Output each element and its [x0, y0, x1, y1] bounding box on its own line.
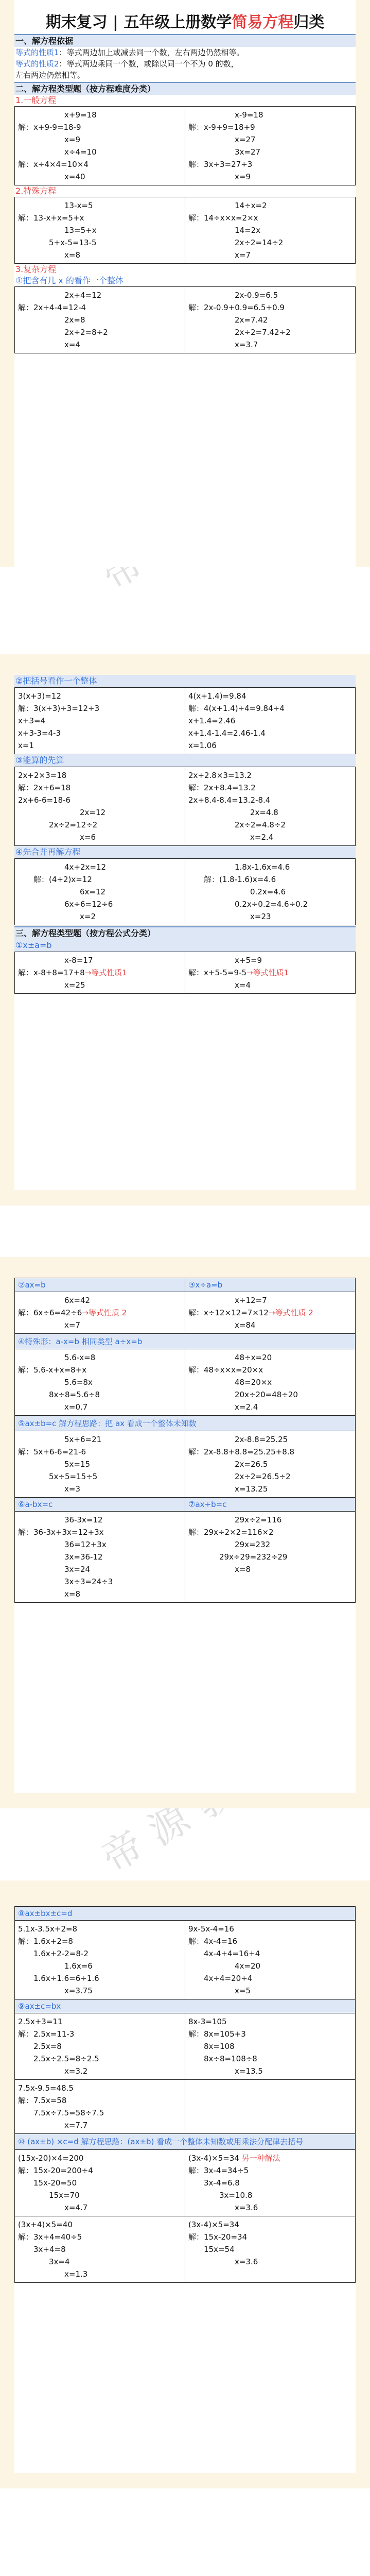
equation-cell — [15, 287, 185, 353]
equation-cell — [185, 688, 356, 754]
equation-line: x+5=9 — [235, 956, 262, 965]
heading-cell: ⑨ax±c=bx — [15, 1999, 356, 2013]
equation-line: x=3.6 — [235, 2257, 258, 2266]
equation-cell — [185, 1292, 356, 1334]
equation-line: x=4.7 — [64, 2203, 88, 2212]
equation-table — [14, 1906, 356, 2283]
equation-line: 5+x-5=13-5 — [49, 238, 97, 247]
equation-line: 2.5x+3=11 — [18, 2017, 63, 2026]
equation-line: 3x=36-12 — [64, 1552, 103, 1562]
equation-line: 2x=26.5 — [235, 1460, 268, 1469]
equation-line: x+9=18 — [64, 110, 97, 120]
equation-line: 36-3x=12 — [64, 1515, 103, 1524]
equation-line: 0.2x÷0.2=4.6÷0.2 — [235, 900, 308, 909]
equation-line: 6x÷6=12÷6 — [64, 900, 113, 909]
section-header: 一、解方程依据 — [14, 34, 356, 47]
equation-line: 解：2x+8.4=13.2 — [188, 783, 256, 792]
title-part1: 期末复习 | 五年级上册数学 — [45, 13, 232, 31]
sheet-3 — [14, 1278, 356, 1793]
equation-line: 2x+2.8×3=13.2 — [188, 771, 252, 780]
equation-line: x=13.25 — [235, 1484, 268, 1494]
equation-line: 解：3x-4=34÷5 — [188, 2166, 249, 2175]
equation-cell — [15, 1512, 185, 1603]
equation-line: 48÷x=20 — [235, 1353, 272, 1362]
equation-line: 2x=8 — [64, 315, 85, 325]
equation-line: 解：8x=105+3 — [188, 2029, 246, 2039]
equation-line: x=8 — [64, 250, 80, 260]
equation-line: x=6 — [80, 833, 96, 842]
equation-line: 2x+8.4-8.4=13.2-8.4 — [188, 795, 271, 805]
equation-line: 8x÷8=108÷8 — [204, 2054, 257, 2063]
equation-cell — [185, 2080, 356, 2134]
equation-line: 解：36-3x+3x=12+3x — [18, 1528, 104, 1537]
note: 另一种解法 — [241, 2154, 280, 2163]
equation-line: 13-x=5 — [64, 201, 93, 210]
equation-cell — [15, 1431, 185, 1498]
subheading: 3.复杂方程 — [15, 264, 57, 274]
equation-line: 15x=54 — [204, 2245, 235, 2254]
equation-line: 解：48÷x×x=20×x — [188, 1365, 263, 1375]
heading-cell: ⑥a-bx=c — [15, 1498, 185, 1512]
equation-line: 2x÷2=12÷2 — [49, 820, 98, 829]
equation-cell — [15, 107, 185, 185]
equation-line: 解：4(x+1.4)÷4=9.84÷4 — [188, 704, 285, 713]
equation-line: x=3.75 — [64, 1986, 93, 1995]
equation-cell — [185, 107, 356, 185]
equation-line: x=27 — [235, 135, 256, 144]
equation-line: x=9 — [235, 172, 251, 181]
equation-line: 解：2x+4-4=12-4 — [18, 303, 86, 312]
subheading: 2.特殊方程 — [15, 186, 57, 196]
equation-cell — [185, 1431, 356, 1498]
equation-line: 2x÷2=8÷2 — [64, 328, 108, 337]
equation-line: 8x=108 — [204, 2042, 235, 2051]
equation-cell — [15, 1292, 185, 1334]
equation-cell — [185, 2216, 356, 2283]
property-2 — [14, 58, 356, 70]
equation-line: 2x=12 — [80, 808, 106, 817]
subheading: ①x±a=b — [14, 939, 356, 952]
equation-line: x÷4=10 — [64, 147, 97, 157]
heading-cell: ③x÷a=b — [185, 1278, 356, 1292]
equation-cell — [15, 2216, 185, 2283]
equation-cell — [15, 1921, 185, 1999]
equation-line: 15x-20=50 — [33, 2178, 77, 2188]
equation-cell — [185, 2013, 356, 2080]
equation-line: 2x=4.8 — [250, 808, 278, 817]
subheading: ③能算的先算 — [14, 754, 356, 767]
property-2-cont: 左右两边仍然相等。 — [15, 71, 85, 80]
section-header: 二、解方程类型题（按方程难度分类） — [14, 82, 356, 95]
equation-cell — [185, 287, 356, 353]
equation-line: 14=2x — [235, 226, 261, 235]
property-1-label: 等式的性质1 — [15, 48, 59, 57]
equation-line: 1.6x=6 — [64, 1961, 93, 1971]
equation-line: 解：14÷x×x=2×x — [188, 213, 258, 223]
equation-line: x=7 — [64, 1320, 80, 1330]
equation-table — [14, 286, 356, 353]
page-title — [14, 0, 356, 34]
equation-line: 2x+2×3=18 — [18, 771, 67, 780]
sheet-4 — [14, 1906, 356, 2473]
sheet-1 — [14, 0, 356, 567]
equation-line: 5.6=8x — [64, 1378, 93, 1387]
equation-line: 解：15x-20=200÷4 — [18, 2166, 93, 2175]
heading-cell: ⑧ax±bx±c=d — [15, 1907, 356, 1921]
equation-line: 7.5x÷7.5=58÷7.5 — [33, 2108, 104, 2117]
equation-line: 2.5x=8 — [33, 2042, 62, 2051]
equation-line: x=1 — [18, 741, 34, 750]
section-header: 三、解方程类型题（按方程公式分类） — [14, 926, 356, 939]
subheading: ②把括号看作一个整体 — [14, 675, 356, 687]
equation-cell — [185, 2150, 356, 2216]
equation-cell — [15, 859, 185, 925]
subheading: ①把含有几 x 的看作一个整体 — [15, 276, 124, 285]
equation-line: 1.8x-1.6x=4.6 — [235, 862, 290, 872]
equation-line: 解：13-x+x=5+x — [18, 213, 84, 223]
equation-text: 解：6x÷6=42÷6 — [18, 1308, 82, 1317]
heading-cell: ⑩ (ax±b) ×c=d 解方程思路：(ax±b) 看成一个整体未知数或用乘法分配律去括号 — [15, 2134, 356, 2150]
equation-line: x=40 — [64, 172, 85, 181]
equation-cell — [185, 1921, 356, 1999]
equation-line: 5.6-x=8 — [64, 1353, 96, 1362]
equation-line — [18, 1307, 182, 1319]
property-2-text: ：等式两边乘同一个数，或除以同一个不为 0 的数， — [59, 59, 239, 69]
note: →等式性质 2 — [268, 1308, 313, 1317]
heading-cell: ④特殊形：a-x=b 相同类型 a÷x=b — [15, 1334, 356, 1349]
equation-line: 3x=4 — [49, 2257, 70, 2266]
equation-line: x=2.4 — [235, 1402, 258, 1412]
equation-line: 解：15x-20=34 — [188, 2232, 248, 2242]
equation-line: 3x+4=8 — [33, 2245, 66, 2254]
equation-line: 14÷x=2 — [235, 201, 267, 210]
equation-line: x-9=18 — [235, 110, 263, 120]
equation-line: 解：2.5x=11-3 — [18, 2029, 75, 2039]
equation-line: 3x=24 — [64, 1565, 91, 1574]
equation-table — [14, 106, 356, 185]
equation-line — [18, 967, 182, 979]
equation-table — [14, 1278, 356, 1603]
title-part2: 简易方程 — [232, 13, 294, 31]
equation-line: x=1.06 — [188, 741, 217, 750]
equation-line: 2x÷2=14÷2 — [235, 238, 284, 247]
equation-cell — [185, 767, 356, 846]
equation-line: 8x-3=105 — [188, 2017, 227, 2026]
equation-line: 2x-0.9=6.5 — [235, 291, 278, 300]
equation-line: 4(x+1.4)=9.84 — [188, 691, 246, 701]
equation-table — [14, 687, 356, 754]
equation-line: 解：2x-0.9+0.9=6.5+0.9 — [188, 303, 285, 312]
equation-line: 13=5+x — [64, 226, 97, 235]
note: →等式性质1 — [246, 968, 289, 977]
equation-line: x+3-3=4-3 — [18, 728, 61, 738]
equation-line: 2x÷2=7.42÷2 — [235, 328, 291, 337]
equation-cell — [15, 767, 185, 846]
subheading: ④先合并再解方程 — [14, 846, 356, 858]
equation-line: 5x=15 — [64, 1460, 91, 1469]
equation-cell — [15, 1349, 185, 1416]
equation-line: 4x÷4=20÷4 — [204, 1974, 253, 1983]
equation-line: 3x=10.8 — [219, 2191, 253, 2200]
equation-line: 解：29x÷2×2=116×2 — [188, 1528, 274, 1537]
equation-line: x=7.7 — [64, 2121, 88, 2130]
equation-line: x=84 — [235, 1320, 256, 1330]
equation-line: 29x÷29=232÷29 — [219, 1552, 288, 1562]
equation-line: x=1.3 — [64, 2269, 88, 2279]
equation-line: 2x-8.8=25.25 — [235, 1435, 288, 1444]
equation-line: 29x÷2=116 — [235, 1515, 282, 1524]
equation-cell — [15, 688, 185, 754]
equation-line: 解：x-9+9=18+9 — [188, 123, 255, 132]
equation-cell — [185, 859, 356, 925]
property-1 — [14, 47, 356, 58]
equation-line: 36=12+3x — [64, 1540, 107, 1549]
equation-line: x=7 — [235, 250, 251, 260]
equation-line: 3(x+3)=12 — [18, 691, 61, 701]
equation-table — [14, 858, 356, 925]
equation-line: 15x=70 — [49, 2191, 80, 2200]
equation-table — [14, 767, 356, 846]
equation-line: 4x-4+4=16+4 — [204, 1949, 260, 1958]
equation-line: x-8=17 — [64, 956, 93, 965]
equation-line: 7.5x-9.5=48.5 — [18, 2083, 74, 2093]
equation-line: 5.1x-3.5x+2=8 — [18, 1924, 78, 1934]
equation-line — [188, 1307, 352, 1319]
equation-line: 2.5x÷2.5=8÷2.5 — [33, 2054, 99, 2063]
equation-line: 6x=42 — [64, 1296, 91, 1305]
equation-line: 4x+2x=12 — [64, 862, 107, 872]
equation-line — [188, 2152, 352, 2164]
equation-line: 3x÷3=24÷3 — [64, 1577, 113, 1586]
equation-line: 2x+6-6=18-6 — [18, 795, 71, 805]
equation-line: x=4 — [235, 980, 251, 990]
equation-text: 解：x-8+8=17+8 — [18, 968, 85, 977]
equation-line: 48=20×x — [235, 1378, 272, 1387]
equation-line: 2x=7.42 — [235, 315, 268, 325]
heading-cell: ⑤ax±b=c 解方程思路：把 ax 看成一个整体未知数 — [15, 1416, 356, 1431]
equation-line: 3x-4=6.8 — [204, 2178, 240, 2188]
equation-cell — [185, 1349, 356, 1416]
equation-line: x=2 — [80, 912, 96, 921]
equation-line: 解：1.6x+2=8 — [18, 1937, 73, 1946]
equation-line: x=3 — [64, 1484, 80, 1494]
equation-cell — [15, 2013, 185, 2080]
equation-text: 解：x+5-5=9-5 — [188, 968, 247, 977]
equation-line: x=3.7 — [235, 340, 258, 349]
equation-line: 解：3x÷3=27÷3 — [188, 160, 253, 169]
equation-line: 0.2x=4.6 — [250, 887, 286, 896]
title-part3: 归类 — [293, 13, 325, 31]
equation-line: 解：2x-8.8+8.8=25.25+8.8 — [188, 1447, 295, 1456]
equation-line: x=25 — [64, 980, 85, 990]
equation-line: (3x+4)×5=40 — [18, 2220, 73, 2229]
equation-line: x÷12=7 — [235, 1296, 267, 1305]
equation-line: x=3.2 — [64, 2066, 88, 2076]
equation-cell — [185, 197, 356, 264]
equation-line: x=8 — [235, 1565, 251, 1574]
equation-line: 解：x+9-9=18-9 — [18, 123, 81, 132]
equation-line: x=8 — [64, 1589, 80, 1599]
equation-line: 1.6x÷1.6=6÷1.6 — [33, 1974, 99, 1983]
equation-line: x=3.6 — [235, 2203, 258, 2212]
equation-line: 2x+4=12 — [64, 291, 102, 300]
equation-line: 5x+6=21 — [64, 1435, 102, 1444]
equation-line: 解：3(x+3)÷3=12÷3 — [18, 704, 100, 713]
equation-text: (3x-4)×5=34 — [188, 2154, 239, 2163]
equation-line: (15x-20)×4=200 — [18, 2154, 84, 2163]
equation-table — [14, 952, 356, 994]
equation-line: 29x=232 — [235, 1540, 271, 1549]
equation-line: x=23 — [250, 912, 271, 921]
equation-line: 解：5.6-x+x=8+x — [18, 1365, 87, 1375]
equation-line: 4x=20 — [235, 1961, 261, 1971]
equation-cell — [185, 952, 356, 994]
property-2-label: 等式的性质2 — [15, 59, 59, 69]
subheading: 1.一般方程 — [15, 95, 57, 105]
equation-line: 9x-5x-4=16 — [188, 1924, 234, 1934]
equation-line: 8x÷8=5.6÷8 — [49, 1390, 100, 1399]
equation-line: 6x=12 — [80, 887, 106, 896]
equation-line: 解：3x+4=40÷5 — [18, 2232, 82, 2242]
equation-line: (3x-4)×5=34 — [188, 2220, 239, 2229]
heading-cell: ②ax=b — [15, 1278, 185, 1292]
equation-line: 解：7.5x=58 — [18, 2096, 67, 2105]
equation-line: x=2.4 — [250, 833, 274, 842]
equation-line: 解：2x+6=18 — [18, 783, 71, 792]
equation-line: 解：(1.8-1.6)x=4.6 — [204, 875, 276, 884]
equation-line: x=13.5 — [235, 2066, 263, 2076]
equation-cell — [185, 1512, 356, 1603]
equation-line: x+3=4 — [18, 716, 46, 725]
equation-line: 2x÷2=26.5÷2 — [235, 1472, 291, 1481]
heading-cell: ⑦ax÷b=c — [185, 1498, 356, 1512]
equation-line: 解：4x-4=16 — [188, 1937, 238, 1946]
equation-line: 解：x÷4×4=10×4 — [18, 160, 89, 169]
equation-table — [14, 197, 356, 264]
equation-cell — [15, 2150, 185, 2216]
equation-line: 解：5x+6-6=21-6 — [18, 1447, 86, 1456]
equation-line: x=5 — [235, 1986, 251, 1995]
equation-line: 解：(4+2)x=12 — [33, 875, 92, 884]
note: →等式性质 2 — [82, 1308, 127, 1317]
equation-cell — [15, 2080, 185, 2134]
sheet-2 — [14, 675, 356, 1190]
equation-line: 5x÷5=15÷5 — [49, 1472, 98, 1481]
equation-line: 3x=27 — [235, 147, 261, 157]
equation-line: x+1.4-1.4=2.46-1.4 — [188, 728, 266, 738]
equation-line — [188, 967, 352, 979]
equation-line: x+1.4=2.46 — [188, 716, 236, 725]
equation-line: 20x÷20=48÷20 — [235, 1390, 298, 1399]
equation-cell — [15, 197, 185, 264]
equation-line: x=4 — [64, 340, 80, 349]
equation-line: x=9 — [64, 135, 80, 144]
note: →等式性质1 — [84, 968, 127, 977]
equation-text: 解：x÷12×12=7×12 — [188, 1308, 269, 1317]
property-1-text: ：等式两边加上或减去同一个数，左右两边仍然相等。 — [59, 48, 244, 57]
equation-line: x=0.7 — [64, 1402, 88, 1412]
equation-line: 1.6x+2-2=8-2 — [33, 1949, 89, 1958]
equation-cell — [15, 952, 185, 994]
equation-line: 2x÷2=4.8÷2 — [235, 820, 286, 829]
